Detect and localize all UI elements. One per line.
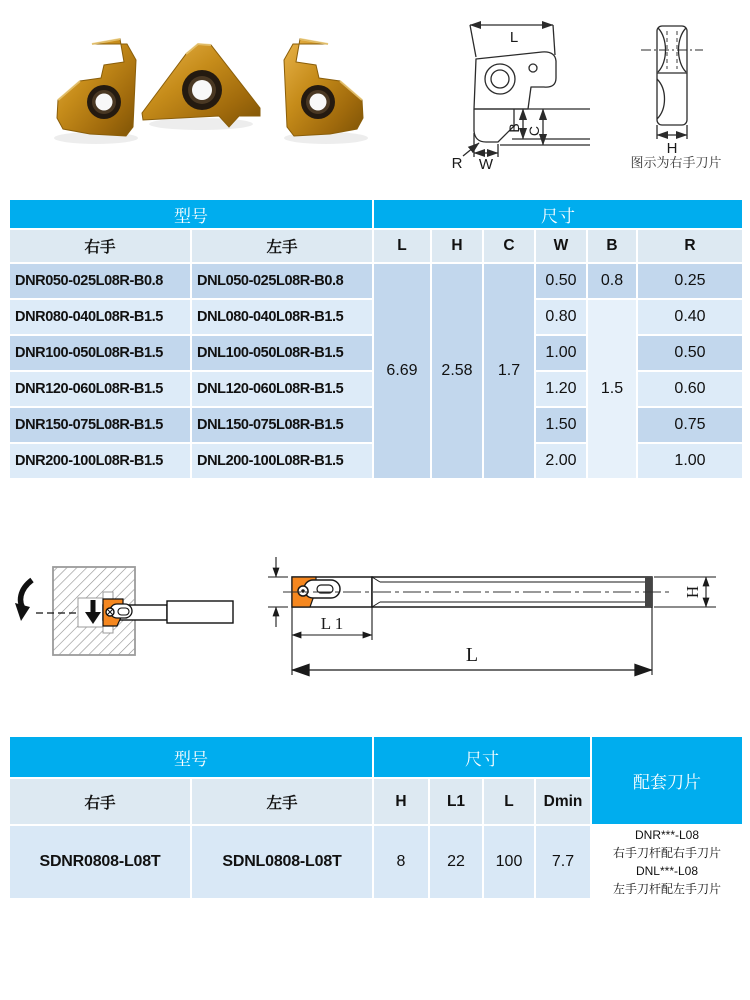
header-matching-insert: 配套刀片	[591, 736, 743, 825]
value-L: 100	[483, 825, 535, 899]
col-W: W	[535, 229, 587, 263]
col-L: L	[373, 229, 431, 263]
table-subheader-row	[9, 229, 743, 263]
insert-hole	[485, 64, 515, 94]
model-left: DNL150-075L08R-B1.5	[191, 407, 373, 443]
model-right: DNR050-025L08R-B0.8	[9, 263, 191, 299]
holder-spec-table	[8, 735, 744, 900]
col-left-hand: 左手	[191, 778, 373, 825]
note-line: DNR***-L08	[634, 828, 700, 842]
value-W: 1.00	[535, 335, 587, 371]
col-right-hand: 右手	[9, 778, 191, 825]
value-C: 1.7	[483, 263, 535, 479]
value-W: 0.50	[535, 263, 587, 299]
model-left: DNL080-040L08R-B1.5	[191, 299, 373, 335]
header-size: 尺寸	[373, 199, 743, 229]
pin-hole	[529, 64, 537, 72]
label-W: W	[478, 156, 494, 173]
label-B: B	[506, 123, 522, 133]
header-size: 尺寸	[373, 736, 591, 778]
value-W: 1.50	[535, 407, 587, 443]
clamp	[304, 580, 340, 598]
leader-line-R	[463, 143, 479, 156]
machining-diagram	[15, 567, 233, 655]
value-W: 0.80	[535, 299, 587, 335]
model-left: SDNL0808-L08T	[191, 825, 373, 899]
value-B: 0.8	[587, 263, 637, 299]
value-L1: 22	[429, 825, 483, 899]
col-H: H	[373, 778, 429, 825]
model-right: DNR200-100L08R-B1.5	[9, 443, 191, 479]
insert-spec-table	[8, 198, 744, 480]
side-view-caption: 图示为右手刀片	[630, 155, 722, 170]
model-right: DNR150-075L08R-B1.5	[9, 407, 191, 443]
value-H: 2.58	[431, 263, 483, 479]
model-right: DNR100-050L08R-B1.5	[9, 335, 191, 371]
header-model: 型号	[9, 199, 373, 229]
insert-dimension-drawing	[430, 5, 750, 175]
col-L1: L1	[429, 778, 483, 825]
label-H: H	[666, 140, 678, 157]
model-left: DNL120-060L08R-B1.5	[191, 371, 373, 407]
model-left: DNL100-050L08R-B1.5	[191, 335, 373, 371]
value-R: 0.40	[637, 299, 743, 335]
label-L1: L 1	[320, 614, 344, 633]
table-header-row	[9, 736, 743, 778]
col-R: R	[637, 229, 743, 263]
label-R: R	[451, 155, 463, 172]
note-line: 右手刀杆配右手刀片	[612, 846, 721, 860]
value-Dmin: 7.7	[535, 825, 591, 899]
value-R: 0.75	[637, 407, 743, 443]
insert-right-photo	[284, 39, 363, 136]
value-W: 2.00	[535, 443, 587, 479]
value-R: 0.60	[637, 371, 743, 407]
table-row	[9, 825, 743, 899]
label-L: L	[465, 644, 479, 666]
value-R: 1.00	[637, 443, 743, 479]
photo-shadow	[149, 118, 253, 130]
label-L: L	[509, 29, 519, 46]
header-model: 型号	[9, 736, 373, 778]
value-W: 1.20	[535, 371, 587, 407]
note-line: DNL***-L08	[635, 864, 699, 878]
model-left: DNL050-025L08R-B0.8	[191, 263, 373, 299]
note-line: 左手刀杆配左手刀片	[612, 882, 721, 896]
value-H: 8	[373, 825, 429, 899]
model-right: DNR080-040L08R-B1.5	[9, 299, 191, 335]
col-left-hand: 左手	[191, 229, 373, 263]
value-B: 1.5	[587, 299, 637, 479]
value-L: 6.69	[373, 263, 431, 479]
col-right-hand: 右手	[9, 229, 191, 263]
label-C: C	[526, 125, 542, 137]
value-R: 0.25	[637, 263, 743, 299]
model-right: DNR120-060L08R-B1.5	[9, 371, 191, 407]
col-B: B	[587, 229, 637, 263]
insert-side-outline	[657, 26, 687, 125]
insert-product-photo	[30, 8, 390, 183]
insert-middle-photo	[142, 44, 260, 127]
model-left: DNL200-100L08R-B1.5	[191, 443, 373, 479]
col-H: H	[431, 229, 483, 263]
table-row	[9, 263, 743, 299]
col-C: C	[483, 229, 535, 263]
model-right: SDNR0808-L08T	[9, 825, 191, 899]
label-H: H	[682, 585, 702, 599]
col-L: L	[483, 778, 535, 825]
boring-bar-drawing	[0, 545, 750, 695]
col-Dmin: Dmin	[535, 778, 591, 825]
matching-insert-notes	[591, 825, 743, 899]
table-header-row	[9, 199, 743, 229]
insert-left-photo	[57, 39, 136, 136]
value-R: 0.50	[637, 335, 743, 371]
